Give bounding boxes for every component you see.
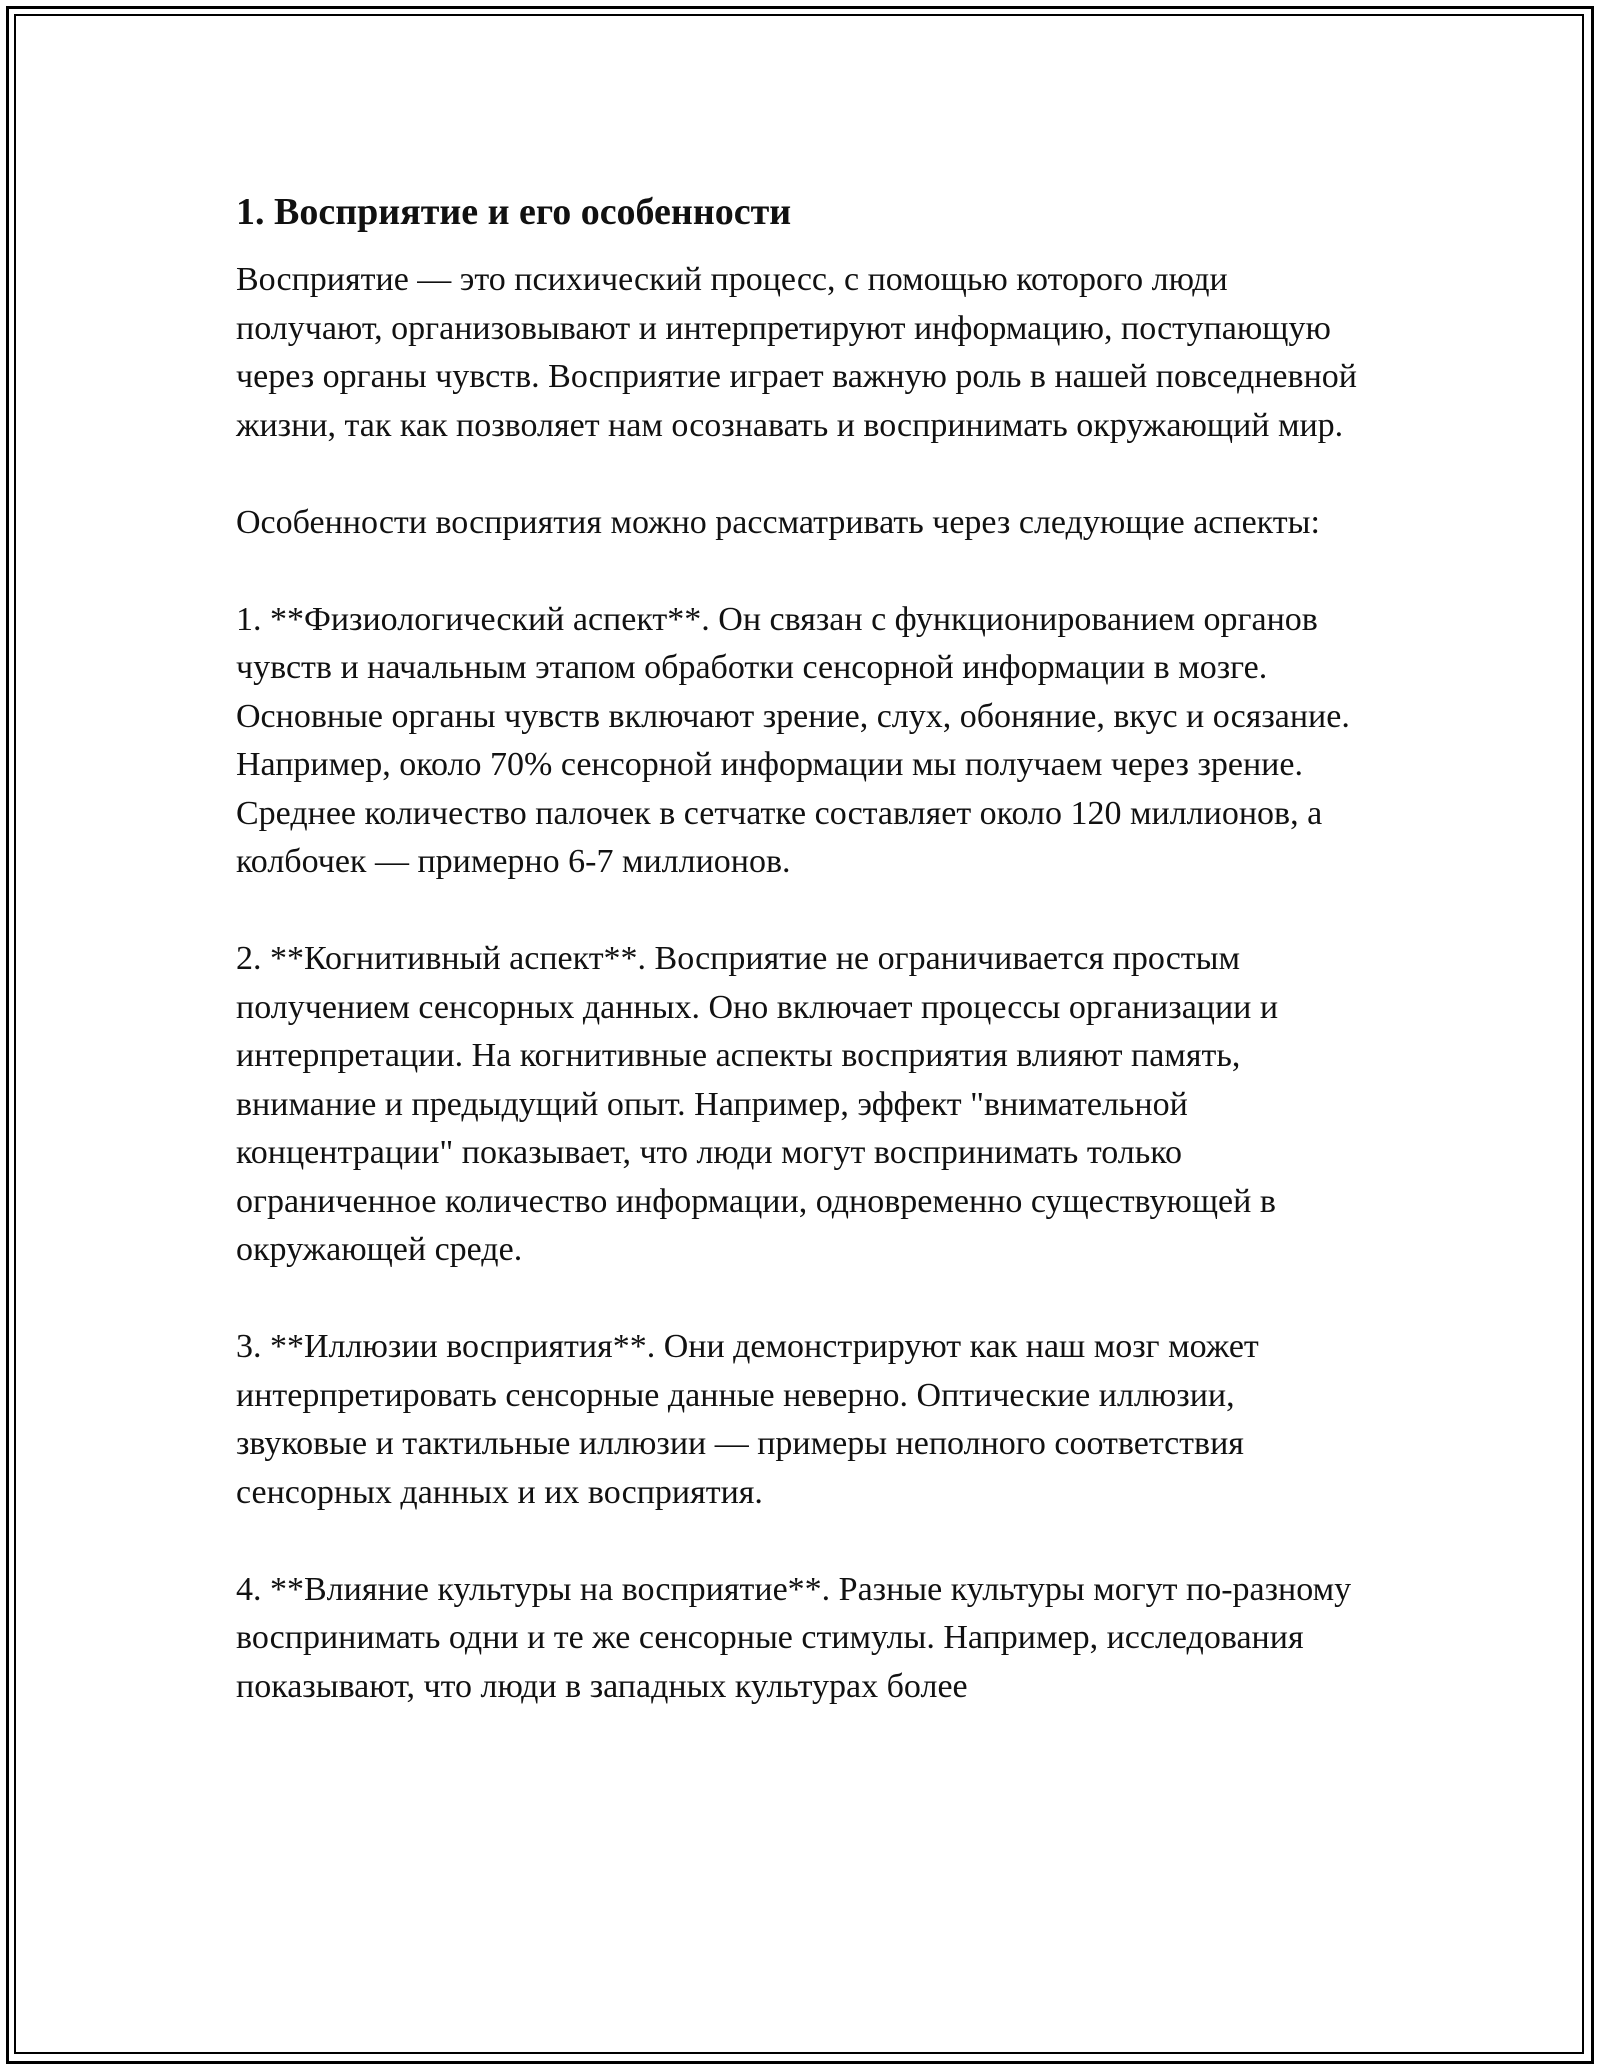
paragraph-aspects-intro: Особенности восприятия можно рассматривать через следующие аспекты: bbox=[236, 503, 1320, 541]
document-body bbox=[236, 180, 1366, 1760]
section-heading: 1. Восприятие и его особенности bbox=[236, 191, 792, 233]
list-item-cognitive-aspect: 2. **Когнитивный аспект**. Восприятие не ограничивается простым получением сенсорных данных. Оно включает процессы организации и интерпретации. На когнитивные аспекты восприятия влияют память, внимание и предыдущий опыт. Например, эффект "внимательной концентрации" показывает, что люди могут воспринимать только ограниченное количество информации, одновременно существующей в окружающей среде. bbox=[236, 940, 1279, 1268]
paragraph-definition: Восприятие — это психический процесс, с помощью которого люди получают, организовывают и интерпретируют информацию, поступающую через органы чувств. Восприятие играет важную роль в нашей повседневной жизни, так как позволяет нам осознавать и воспринимать окружающий мир. bbox=[236, 261, 1357, 444]
list-item-perception-illusions: 3. **Иллюзии восприятия**. Они демонстрируют как наш мозг может интерпретировать сенсорные данные неверно. Оптические иллюзии, звуковые и тактильные иллюзии — примеры неполного соответствия сенсорных данных и их восприятия. bbox=[236, 1328, 1259, 1511]
list-item-physiological-aspect: 1. **Физиологический аспект**. Он связан с функционированием органов чувств и начальным этапом обработки сенсорной информации в мозге. Основные органы чувств включают зрение, слух, обоняние, вкус и осязание. Например, около 70% сенсорной информации мы получаем через зрение. Среднее количество палочек в сетчатке составляет около 120 миллионов, а колбочек — примерно 6-7 миллионов. bbox=[236, 600, 1350, 880]
list-item-culture-influence: 4. **Влияние культуры на восприятие**. Разные культуры могут по-разному воспринимать одни и те же сенсорные стимулы. Например, исследования показывают, что люди в западных культурах более bbox=[236, 1570, 1352, 1705]
